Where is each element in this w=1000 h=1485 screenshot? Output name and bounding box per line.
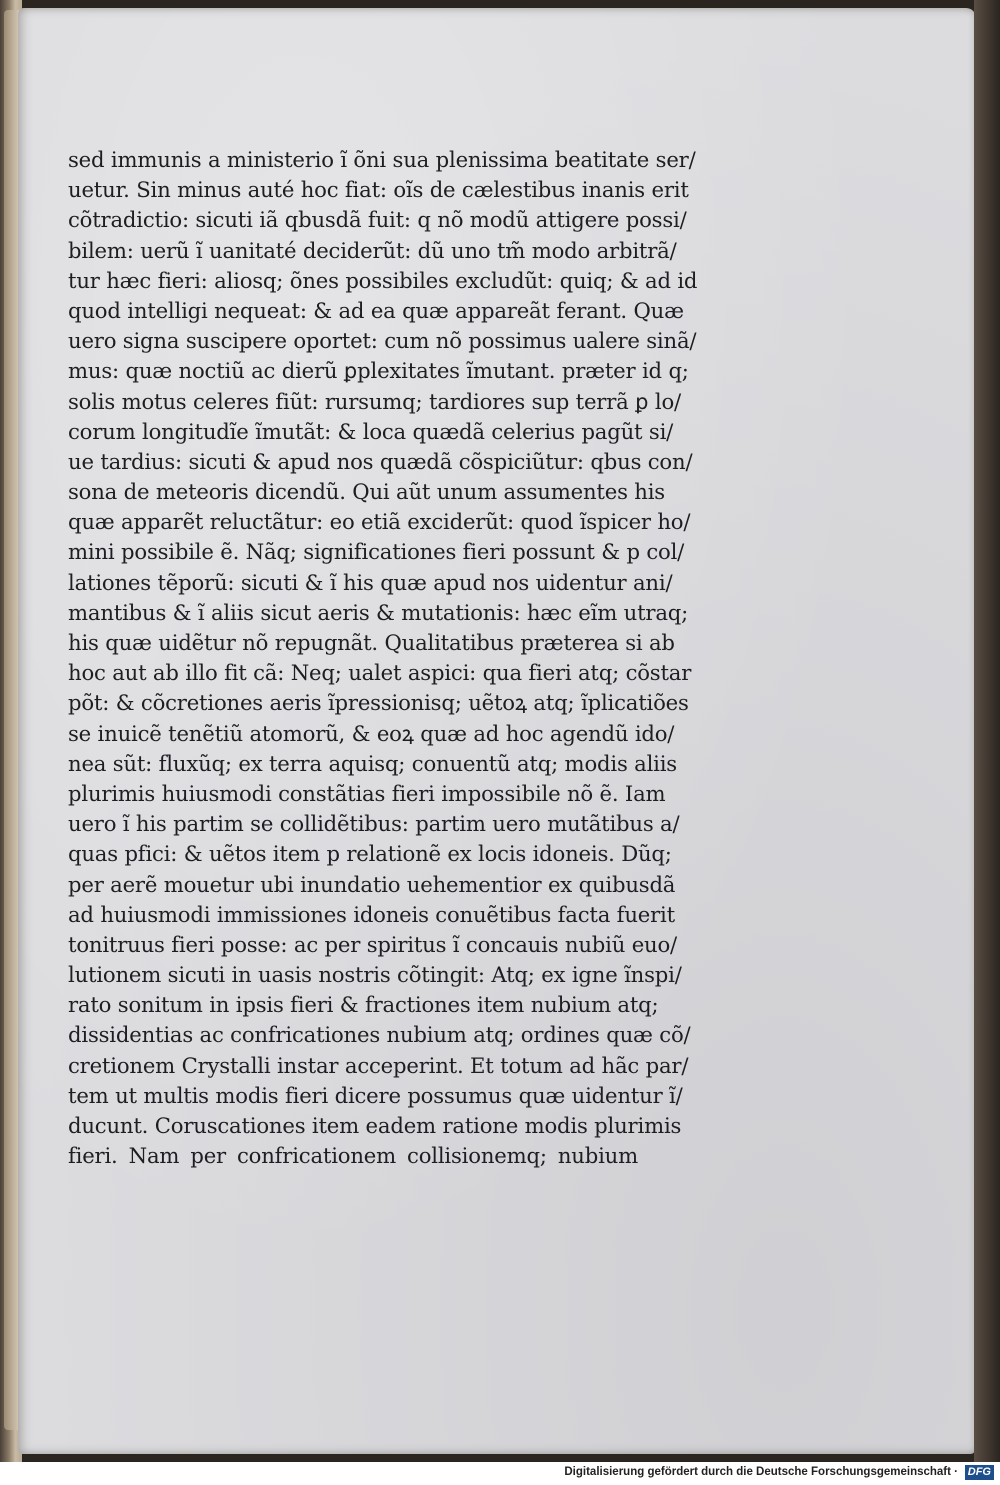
text-line: se inuicẽ tenẽtiũ atomorũ, & eoꝝ quæ ad hoc agendũ ido/ [68,720,675,746]
funding-credit: Digitalisierung gefördert durch die Deutsche Forschungsgemeinschaft · [564,1466,958,1478]
text-line: sona de meteoris dicendũ. Qui aũt unum assumentes his [68,479,665,505]
text-line: uetur. Sin minus auté hoc fiat: oĩs de cælestibus inanis erit [68,177,689,203]
text-line: quas pfici: & uẽtos item p relationẽ ex locis idoneis. Dũq; [68,841,672,867]
text-line: plurimis huiusmodi constãtias fieri impossibile nõ ẽ. Iam [68,780,666,806]
text-line: ue tardius: sicuti & apud nos quædã cõspiciũtur: qbus con/ [68,448,693,474]
page-right-edge [974,0,1000,1462]
text-line: his quæ uidẽtur nõ repugnãt. Qualitatibus præterea si ab [68,630,675,655]
text-line: quod intelligi nequeat: & ad ea quæ appareãt ferant. Quæ [68,297,684,323]
text-line: corum longitudĩe ĩmutãt: & loca quædã celerius pagũt si/ [68,418,674,444]
text-line: mantibus & ĩ aliis sicut aeris & mutationis: hæc eĩm utraq; [68,599,689,625]
text-line: mini possibile ẽ. Nãq; significationes fieri possunt & p col/ [68,539,685,565]
text-line: hoc aut ab illo fit cã: Neq; ualet aspici: qua fieri atq; cõstar [68,660,692,686]
text-line: per aerẽ mouetur ubi inundatio uehementior ex quibusdã [68,871,676,897]
text-line: rato sonitum in ipsis fieri & fractiones item nubium atq; [68,992,659,1018]
text-line: quæ apparẽt reluctãtur: eo etiã exciderũt: quod ĩspicer ho/ [68,509,691,535]
text-line: sed immunis a ministerio ĩ õni sua plenissima beatitate ser/ [68,147,696,172]
printed-text-block [68,145,698,1171]
text-line: cõtradictio: sicuti iã qbusdã fuit: q nõ modũ attigere possi/ [68,207,687,233]
text-line: ducunt. Coruscationes item eadem ratione modis plurimis [68,1113,682,1138]
text-line: lationes tẽporũ: sicuti & ĩ his quæ apud nos uidentur ani/ [68,569,673,595]
text-line: solis motus celeres fiũt: rursumq; tardiores sup terrã ꝑ lo/ [68,388,681,414]
text-line: uero ĩ his partim se collidẽtibus: partim uero mutãtibus a/ [68,811,680,837]
text-line: tonitruus fieri posse: ac per spiritus ĩ concauis nubiũ euo/ [68,931,677,957]
text-line: fieri. Nam per confricationem collisionemq; nubium [68,1143,638,1169]
text-line: lutionem sicuti in uasis nostris cõtingit: Atq; ex igne ĩnspi/ [68,962,682,988]
text-line: ad huiusmodi immissiones idoneis conuẽtibus facta fuerit [68,901,675,927]
dfg-logo: DFG [965,1465,994,1480]
text-line: uero signa suscipere oportet: cum nõ possimus ualere sinã/ [68,328,697,354]
text-line: tem ut multis modis fieri dicere possumus quæ uidentur ĩ/ [68,1082,683,1108]
text-line: nea sũt: fluxũq; ex terra aquisq; conuentũ atq; modis aliis [68,750,677,776]
digitization-footer [0,1462,1000,1485]
text-line: põt: & cõcretiones aeris ĩpressionisq; uẽtoꝝ atq; ĩplicatiões [68,690,689,716]
text-line: dissidentias ac confricationes nubium atq; ordines quæ cõ/ [68,1022,691,1048]
text-line: cretionem Crystalli instar acceperint. Et totum ad hãc par/ [68,1052,689,1078]
text-line: bilem: uerũ ĩ uanitaté deciderũt: dũ uno tm̃ modo arbitrã/ [68,237,677,263]
text-line: mus: quæ noctiũ ac dierũ ꝑplexitates ĩmutant. præter id q; [68,358,689,384]
text-line: tur hæc fieri: aliosq; õnes possibiles excludũt: quiq; & ad id [68,267,698,293]
